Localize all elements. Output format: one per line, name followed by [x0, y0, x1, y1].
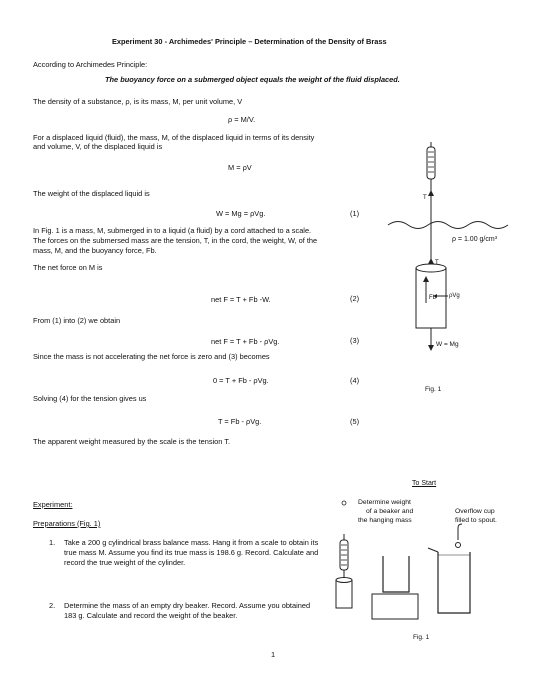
- label-tension-top: T: [423, 195, 427, 201]
- beaker: [383, 556, 409, 592]
- intro-text: According to Archimedes Principle:: [33, 60, 148, 69]
- equation-2-number: (2): [350, 294, 360, 303]
- step-1-text: Take a 200 g cylindrical brass balance mass. Hang it from a scale to obtain its true mass M. Assume you find its true mass is 198.6 g. Record. Calculate and record the true weight of the cylinder.: [64, 538, 319, 567]
- equation-4-number: (4): [350, 376, 360, 385]
- document-title: Experiment 30 - Archimedes' Principle – Determination of the Density of Brass: [112, 37, 387, 46]
- net-force-text: The net force on M is: [33, 263, 103, 272]
- overflow-spout: [428, 548, 438, 552]
- label-rho-vg: ρVg: [449, 293, 460, 299]
- equation-2: net F = T + Fb -W.: [211, 295, 271, 304]
- figure-description-line1: In Fig. 1 is a mass, M, submerged in to a liquid (a fluid) by a cord attached to a scale.: [33, 226, 312, 235]
- label-weight: W = Mg: [436, 341, 459, 348]
- determine-line2: of a beaker and: [366, 508, 414, 515]
- preparations-heading: Preparations (Fig. 1): [33, 519, 101, 528]
- equation-density: ρ = M/V.: [228, 115, 256, 124]
- displaced-text-line1: For a displaced liquid (fluid), the mass, M, of the displaced liquid in terms of its density: [33, 133, 315, 142]
- equation-4: 0 = T + Fb - ρVg.: [213, 376, 269, 385]
- figure-description-line3: mass, M, and the buoyancy force, Fb.: [33, 246, 157, 255]
- apparent-weight-text: The apparent weight measured by the scale is the tension T.: [33, 437, 231, 446]
- principle-statement: The buoyancy force on a submerged object equals the weight of the fluid displaced.: [105, 75, 400, 84]
- overflow-line1: Overflow cup: [455, 508, 495, 515]
- step-1-number: 1.: [49, 538, 56, 547]
- weight-text: The weight of the displaced liquid is: [33, 189, 150, 198]
- overflow-line2: filled to spout.: [455, 517, 497, 524]
- figure-1-caption: Fig. 1: [425, 386, 442, 393]
- step-2-number: 2.: [49, 601, 56, 610]
- step-2-text: Determine the mass of an empty dry beaker. Record. Assume you obtained 183 g. Calculate and record the weight of the beaker.: [64, 601, 311, 620]
- equation-3: net F = T + Fb - ρVg.: [211, 337, 280, 346]
- figure-2-caption: Fig. 1: [413, 634, 430, 641]
- page-number: 1: [271, 650, 276, 659]
- determine-line1: Determine weight: [358, 499, 411, 506]
- solving-text: Solving (4) for the tension gives us: [33, 394, 147, 403]
- from-text: From (1) into (2) we obtain: [33, 316, 121, 325]
- label-liquid-density: ρ = 1.00 g/cm³: [452, 236, 498, 243]
- to-start-label: To Start: [412, 480, 437, 487]
- figure-description-line2: The forces on the submersed mass are the tension, T, in the cord, the weight, W, of the: [33, 236, 318, 245]
- since-text: Since the mass is not accelerating the net force is zero and (3) becomes: [33, 352, 270, 361]
- displaced-text-line2: and volume, V, of the displaced liquid is: [33, 142, 163, 151]
- equation-5-number: (5): [350, 417, 360, 426]
- determine-line3: the hanging mass: [358, 517, 412, 524]
- label-tension-lower: T: [435, 260, 439, 266]
- scale-platform: [372, 594, 418, 619]
- equation-5: T = Fb - ρVg.: [218, 417, 262, 426]
- equation-3-number: (3): [350, 336, 360, 345]
- label-buoyancy: Fb: [429, 295, 437, 301]
- hanging-mass: [336, 580, 352, 608]
- equation-1: W = Mg = ρVg.: [216, 209, 266, 218]
- equation-mass: M = ρV: [228, 163, 252, 172]
- experiment-heading: Experiment:: [33, 500, 73, 509]
- overflow-cup: [438, 552, 470, 613]
- density-definition: The density of a substance, ρ, is its mass, M, per unit volume, V: [33, 97, 243, 106]
- equation-1-number: (1): [350, 209, 360, 218]
